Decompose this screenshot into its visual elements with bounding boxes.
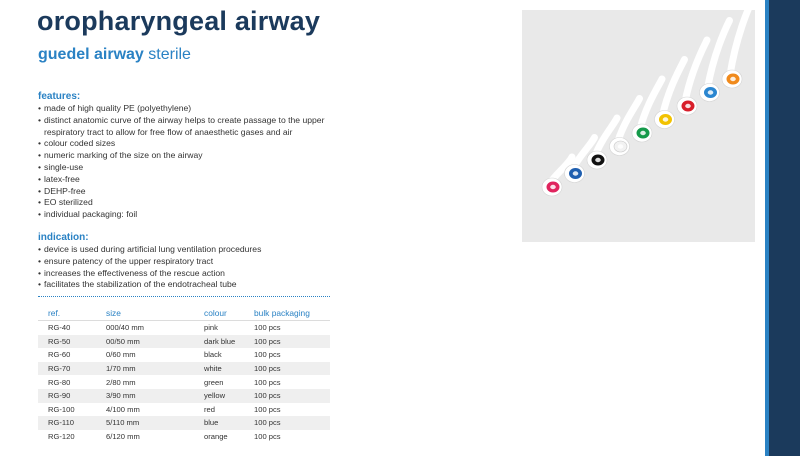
cell-size: 00/50 mm [106,335,204,349]
cell-colour: red [204,404,215,414]
list-item: • single-use [38,162,358,174]
table-row [38,389,330,403]
table-body [38,321,330,444]
cell-size: 2/80 mm [106,377,136,387]
list-item: • individual packaging: foil [38,209,358,221]
airway-lumen [730,77,736,81]
list-item: • EO sterilized [38,197,358,209]
cell-ref: RG-90 [38,389,106,403]
table-row [38,321,330,335]
airway-8 [700,21,730,102]
list-item: • DEHP-free [38,186,358,198]
list-item: • made of high quality PE (polyethylene) [38,103,358,115]
column-header-bulk-packaging: bulk packaging [254,305,330,321]
cell-size: 3/90 mm [106,389,204,403]
cell-bulk-packaging: 100 pcs [254,362,330,376]
cell-ref: RG-80 [48,377,71,387]
table-header-row [38,305,330,321]
page-edge-accent [765,0,769,456]
table-row [38,375,330,389]
cell-colour: white [204,362,254,376]
list-item: • facilitates the stabilization of the endotracheal tube [38,279,358,291]
features-heading: features: [38,91,81,102]
features-list [38,103,358,221]
airway-lumen [550,185,556,189]
table-row [38,348,330,362]
cell-bulk-packaging: 100 pcs [254,389,330,403]
list-item: • numeric marking of the size on the airway [38,150,358,162]
cell-ref: RG-70 [38,362,106,376]
cell-size: 5/110 mm [106,416,204,430]
airway-lumen [708,90,714,94]
indication-heading: indication: [38,232,89,243]
page-edge-bar [765,0,800,456]
cell-bulk-packaging: 100 pcs [254,350,281,360]
cell-ref: RG-120 [48,432,75,442]
cell-colour: pink [204,323,218,333]
airway-7 [677,40,707,115]
column-header-ref: ref. [38,305,106,321]
list-item: • colour coded sizes [38,138,358,150]
cell-bulk-packaging: 100 pcs [254,416,330,430]
table-row [38,362,330,376]
cell-bulk-packaging: 100 pcs [254,404,281,414]
cell-ref: RG-60 [48,350,71,360]
cell-ref: RG-40 [48,323,71,333]
cell-colour: orange [204,432,228,442]
subtitle-product-name: guedel airway [38,46,144,63]
cell-size: 000/40 mm [106,323,144,333]
airway-lumen [618,144,624,148]
list-item: • latex-free [38,174,358,186]
column-header-size: size [106,305,204,321]
section-divider [38,296,330,297]
table-row [38,416,330,430]
list-item: • ensure patency of the upper respiratory tract [38,256,358,268]
cell-bulk-packaging: 100 pcs [254,335,330,349]
list-item: • distinct anatomic curve of the airway helps to create passage to the upper respiratory tract to allow for free flow of anaesthetic gases and air [38,115,358,139]
cell-size: 6/120 mm [106,432,140,442]
cell-bulk-packaging: 100 pcs [254,432,281,442]
column-header-colour: colour [204,305,254,321]
airway-lumen [573,171,579,175]
cell-size: 1/70 mm [106,362,204,376]
list-item: • increases the effectiveness of the rescue action [38,268,358,280]
cell-colour: blue [204,416,254,430]
cell-ref: RG-100 [48,404,75,414]
table-row [38,335,330,349]
airway-lumen [685,104,691,108]
page-subtitle [38,46,191,64]
cell-colour: yellow [204,389,254,403]
cell-size: 0/60 mm [106,350,136,360]
cell-bulk-packaging: 100 pcs [254,377,281,387]
guedel-airways-illustration [522,10,755,242]
airway-6 [655,60,685,129]
product-photo [522,10,755,242]
table-row [38,430,330,444]
airway-lumen [663,117,669,121]
page-title: oropharyngeal airway [37,6,321,36]
airway-tube [730,10,752,75]
cell-colour: green [204,377,224,387]
cell-bulk-packaging: 100 pcs [254,323,281,333]
table-row [38,403,330,417]
cell-colour: dark blue [204,335,254,349]
indication-list [38,244,358,291]
list-item: • device is used during artificial lung ventilation procedures [38,244,358,256]
cell-ref: RG-110 [38,416,106,430]
airway-lumen [595,158,601,162]
specification-table [38,305,330,443]
cell-colour: black [204,350,222,360]
cell-size: 4/100 mm [106,404,140,414]
subtitle-qualifier: sterile [143,46,191,63]
airway-lumen [640,131,646,135]
cell-ref: RG-50 [38,335,106,349]
